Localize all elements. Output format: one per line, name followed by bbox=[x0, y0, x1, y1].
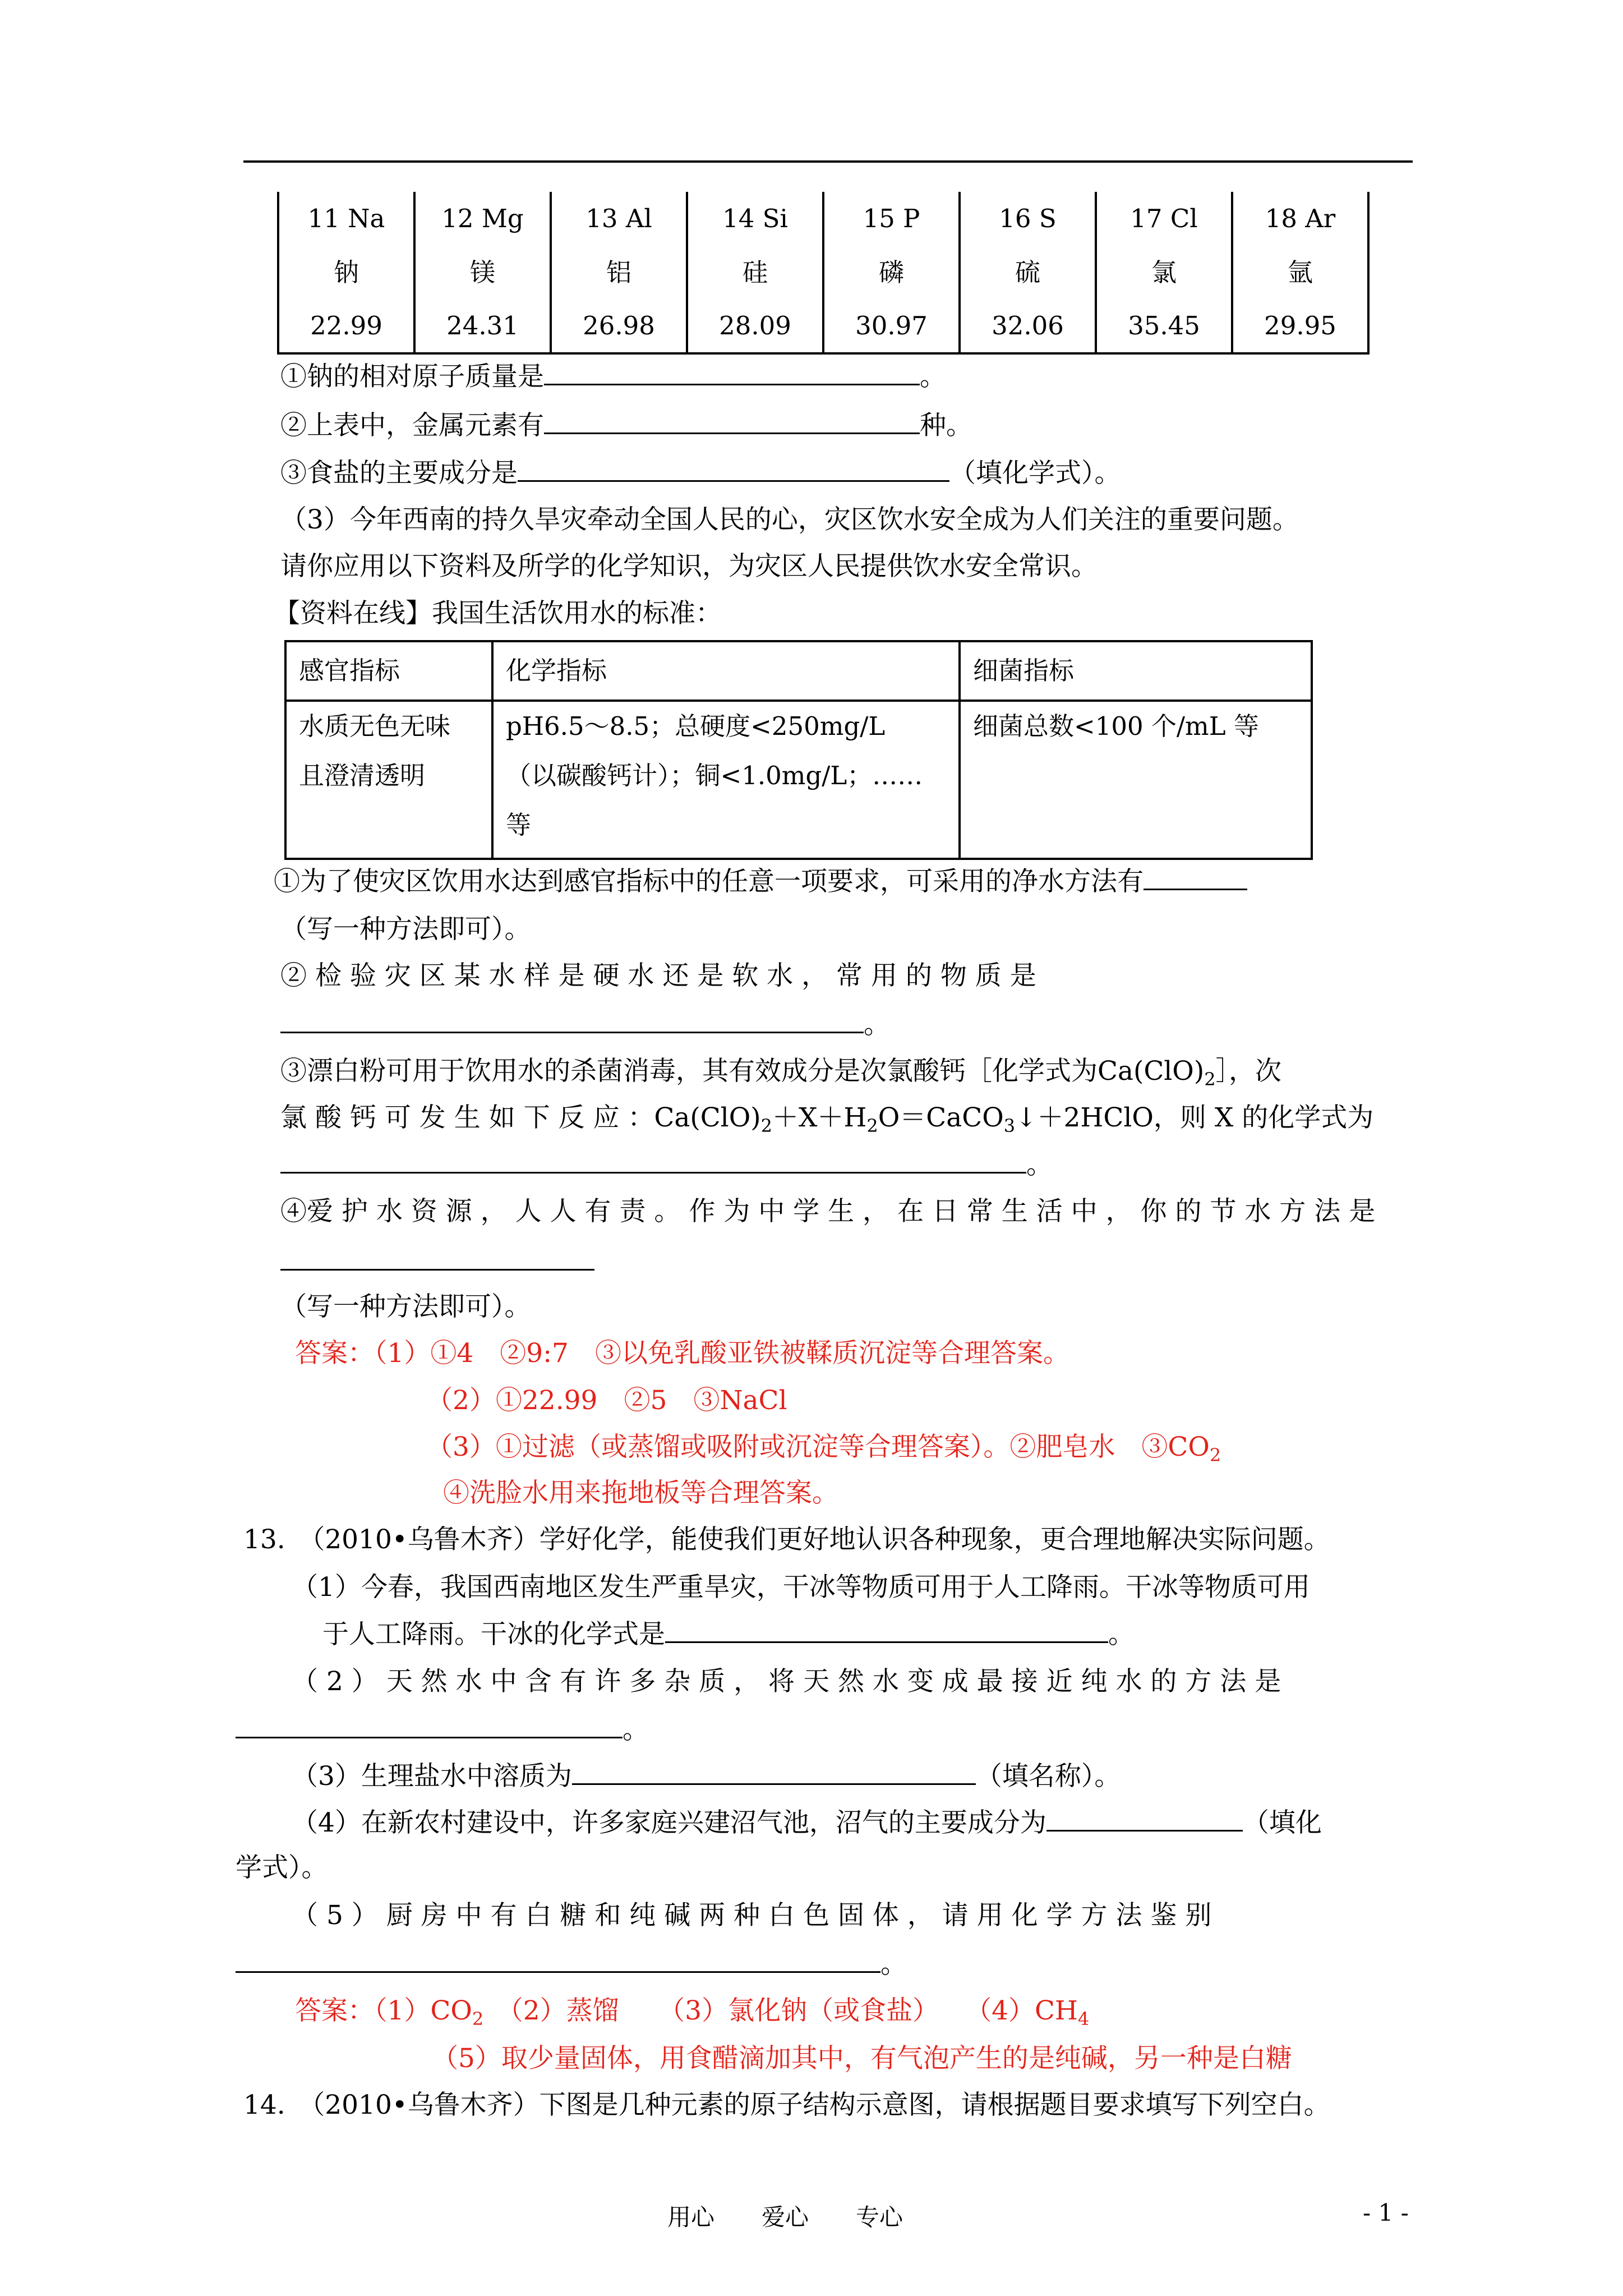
data-online-heading: 【资料在线】我国生活饮用水的标准： bbox=[274, 598, 722, 629]
q3-s1-text: ①为了使灾区饮用水达到感官指标中的任意一项要求，可采用的净水方法有 bbox=[274, 866, 1144, 897]
element-mass: 26.98 bbox=[583, 311, 655, 341]
q13-p4a-text: （4）在新农村建设中，许多家庭兴建沼气池，沼气的主要成分为 bbox=[292, 1807, 1046, 1838]
q3-s2-end: 。 bbox=[864, 1009, 890, 1040]
q13-p2b-end: 。 bbox=[623, 1714, 649, 1745]
subscript: 2 bbox=[1209, 1444, 1221, 1466]
answer-blank[interactable] bbox=[280, 1147, 1026, 1174]
q2-item-3-end: （填化学式）。 bbox=[949, 458, 1121, 489]
element-number-symbol: 14 Si bbox=[722, 204, 788, 233]
q13-p5a: （ 5 ） 厨 房 中 有 白 糖 和 纯 碱 两 种 白 色 固 体 ， 请 用 化 学 方 法 鉴 别 bbox=[292, 1900, 1212, 1931]
table-header-cell: 感官指标 bbox=[285, 641, 492, 701]
cell-line: 等 bbox=[506, 810, 532, 840]
element-cell bbox=[414, 192, 551, 353]
table-cell-bact bbox=[960, 701, 1312, 859]
element-name: 铝 bbox=[606, 257, 631, 287]
q3-s1-b: （写一种方法即可）。 bbox=[280, 914, 531, 945]
q2-item-1-text: ①钠的相对原子质量是 bbox=[280, 361, 544, 392]
q14-title: 14. （2010•乌鲁木齐）下图是几种元素的原子结构示意图，请根据题目要求填写下列空白。 bbox=[243, 2090, 1330, 2120]
q13-p1b-text: 于人工降雨。干冰的化学式是 bbox=[322, 1619, 665, 1650]
element-mass: 29.95 bbox=[1264, 311, 1336, 341]
element-number-symbol: 13 Al bbox=[585, 204, 652, 233]
element-number-symbol: 17 Cl bbox=[1130, 204, 1198, 233]
answer-12-line-4: ④洗脸水用来拖地板等合理答案。 bbox=[443, 1478, 838, 1508]
q3-intro-1: （3）今年西南的持久旱灾牵动全国人民的心，灾区饮水安全成为人们关注的重要问题。 bbox=[280, 504, 1299, 535]
q2-item-3 bbox=[280, 455, 1121, 490]
element-name: 磷 bbox=[878, 257, 904, 287]
q3-s3-eq: O＝CaCO bbox=[878, 1102, 1004, 1133]
answer-13-line-1 bbox=[295, 1994, 1089, 2036]
answer-blank[interactable] bbox=[236, 1712, 623, 1738]
element-name: 镁 bbox=[469, 257, 495, 287]
q3-s4-blank-line bbox=[280, 1244, 594, 1279]
q3-s3-eq: ↓＋2HClO，则 X 的化学式为 bbox=[1015, 1102, 1374, 1133]
subscript: 2 bbox=[1204, 1069, 1216, 1090]
answer-12-line-3-text: （3）①过滤（或蒸馏或吸附或沉淀等合理答案）。②肥皂水 ③CO bbox=[426, 1432, 1210, 1462]
q13-p3 bbox=[292, 1759, 1121, 1793]
element-name: 氩 bbox=[1287, 257, 1313, 287]
table-header-cell: 化学指标 bbox=[492, 641, 960, 701]
header-rule bbox=[243, 160, 1413, 163]
element-mass: 22.99 bbox=[310, 311, 382, 341]
q13-p1b-end: 。 bbox=[1108, 1619, 1135, 1650]
q13-title: 13. （2010•乌鲁木齐）学好化学，能使我们更好地认识各种现象，更合理地解决实际问题。 bbox=[243, 1524, 1330, 1555]
cell-line: （以碳酸钙计）；铜<1.0mg/L；…… bbox=[506, 761, 923, 790]
q13-p3-text: （3）生理盐水中溶质为 bbox=[292, 1761, 572, 1792]
q3-s3-end: 。 bbox=[1026, 1149, 1053, 1180]
subscript: 2 bbox=[760, 1115, 772, 1137]
answer-blank[interactable] bbox=[544, 359, 920, 385]
cell-line: 且澄清透明 bbox=[299, 761, 426, 790]
answer-13-text: 答案：（1）CO bbox=[295, 1995, 472, 2026]
q2-item-3-text: ③食盐的主要成分是 bbox=[280, 458, 518, 489]
subscript: 3 bbox=[1003, 1115, 1016, 1137]
q13-p3-end: （填名称）。 bbox=[975, 1761, 1121, 1792]
q13-p4a-end: （填化 bbox=[1242, 1807, 1322, 1838]
element-mass: 30.97 bbox=[855, 311, 928, 341]
q13-p4b: 学式）。 bbox=[236, 1852, 328, 1883]
cell-line: 水质无色无味 bbox=[299, 711, 451, 741]
q2-item-2-end: 种。 bbox=[920, 410, 972, 441]
q2-item-1-end: 。 bbox=[920, 361, 946, 392]
q3-s3-text-end: ］，次 bbox=[1215, 1056, 1282, 1087]
q3-s2-line bbox=[280, 1007, 890, 1042]
element-cell bbox=[551, 192, 687, 353]
cell-line: 细菌总数<100 个/mL 等 bbox=[973, 711, 1259, 741]
element-mass: 35.45 bbox=[1128, 311, 1200, 341]
footer-motto: 用心 爱心 专心 bbox=[667, 2203, 903, 2231]
q3-intro-2: 请你应用以下资料及所学的化学知识，为灾区人民提供饮水安全常识。 bbox=[280, 551, 1098, 582]
answer-blank[interactable] bbox=[280, 1007, 864, 1033]
cell-line: pH6.5～8.5；总硬度<250mg/L bbox=[506, 711, 886, 741]
q2-item-2 bbox=[280, 408, 972, 443]
subscript: 2 bbox=[866, 1115, 878, 1137]
q3-s3-eq: ＋X＋H bbox=[772, 1102, 867, 1133]
element-number-symbol: 11 Na bbox=[307, 204, 385, 233]
q2-item-1 bbox=[280, 359, 946, 394]
element-cell bbox=[1232, 192, 1368, 353]
periodic-table-row bbox=[278, 192, 1368, 353]
q13-p2a: （ 2 ） 天 然 水 中 含 有 许 多 杂 质 ， 将 天 然 水 变 成 最 接 近 纯 水 的 方 法 是 bbox=[292, 1666, 1281, 1697]
q2-item-2-text: ②上表中，金属元素有 bbox=[280, 410, 544, 441]
element-cell bbox=[1096, 192, 1232, 353]
element-cell bbox=[278, 192, 414, 353]
q3-s4: ④爱 护 水 资 源 ， 人 人 有 责 。 作 为 中 学 生 ， 在 日 常 生 活 中 ， 你 的 节 水 方 法 是 bbox=[280, 1196, 1376, 1227]
q13-p5b-end: 。 bbox=[880, 1949, 907, 1980]
element-number-symbol: 18 Ar bbox=[1265, 204, 1336, 233]
q3-s3-text: ③漂白粉可用于饮用水的杀菌消毒，其有效成分是次氯酸钙［化学式为Ca(ClO) bbox=[280, 1056, 1205, 1087]
periodic-table bbox=[277, 192, 1370, 355]
element-name: 钠 bbox=[333, 257, 359, 287]
subscript: 2 bbox=[472, 2008, 484, 2030]
answer-12-line-1: 答案：（1）①4 ②9:7 ③以免乳酸亚铁被鞣质沉淀等合理答案。 bbox=[295, 1338, 1069, 1369]
page-number: - 1 - bbox=[1363, 2199, 1409, 2226]
answer-blank[interactable] bbox=[1046, 1805, 1243, 1832]
answer-blank[interactable] bbox=[572, 1759, 976, 1785]
table-header-row bbox=[285, 641, 1312, 701]
q3-s2: ② 检 验 灾 区 某 水 样 是 硬 水 还 是 软 水 ， 常 用 的 物 质 是 bbox=[280, 960, 1036, 991]
q13-p2b bbox=[236, 1712, 649, 1747]
element-number-symbol: 15 P bbox=[863, 204, 920, 233]
answer-12-line-3 bbox=[426, 1430, 1221, 1472]
answer-blank[interactable] bbox=[1144, 864, 1247, 890]
element-cell bbox=[960, 192, 1096, 353]
element-cell bbox=[687, 192, 823, 353]
q13-p4a bbox=[292, 1805, 1322, 1840]
table-cell-sense bbox=[285, 701, 492, 859]
table-cell-chem bbox=[492, 701, 960, 859]
q13-p1b bbox=[322, 1617, 1135, 1651]
q3-s3-blank-line bbox=[280, 1147, 1053, 1182]
element-number-symbol: 16 S bbox=[999, 204, 1057, 233]
answer-13-line-2: （5）取少量固体，用食醋滴加其中，有气泡产生的是纯碱，另一种是白糖 bbox=[432, 2043, 1292, 2074]
element-mass: 24.31 bbox=[446, 311, 519, 341]
answer-blank[interactable] bbox=[665, 1617, 1108, 1643]
q3-s4-b: （写一种方法即可）。 bbox=[280, 1291, 531, 1322]
answer-blank[interactable] bbox=[544, 408, 920, 434]
answer-13-text: （2）蒸馏 （3）氯化钠（或食盐） （4）CH bbox=[483, 1995, 1078, 2026]
element-mass: 28.09 bbox=[719, 311, 791, 341]
element-name: 氯 bbox=[1151, 257, 1177, 287]
table-row bbox=[285, 701, 1312, 859]
element-name: 硅 bbox=[742, 257, 768, 287]
q13-p1a: （1）今春，我国西南地区发生严重旱灾，干冰等物质可用于人工降雨。干冰等物质可用 bbox=[292, 1572, 1310, 1603]
element-number-symbol: 12 Mg bbox=[441, 204, 524, 233]
element-name: 硫 bbox=[1015, 257, 1040, 287]
q3-s3-eq: 氯 酸 钙 可 发 生 如 下 反 应 ：Ca(ClO) bbox=[280, 1102, 761, 1133]
element-cell bbox=[823, 192, 960, 353]
q3-s1 bbox=[274, 864, 1247, 899]
q3-s3-line-b bbox=[280, 1101, 1373, 1143]
q3-s3-line-a bbox=[280, 1055, 1281, 1096]
subscript: 4 bbox=[1077, 2008, 1090, 2030]
water-standard-table bbox=[284, 640, 1313, 860]
answer-blank[interactable] bbox=[236, 1947, 880, 1973]
answer-blank[interactable] bbox=[518, 455, 949, 482]
element-mass: 32.06 bbox=[992, 311, 1064, 341]
q13-p5b bbox=[236, 1947, 907, 1981]
table-header-cell: 细菌指标 bbox=[960, 641, 1312, 701]
answer-12-line-2: （2）①22.99 ②5 ③NaCl bbox=[426, 1385, 787, 1416]
answer-blank[interactable] bbox=[280, 1244, 594, 1271]
